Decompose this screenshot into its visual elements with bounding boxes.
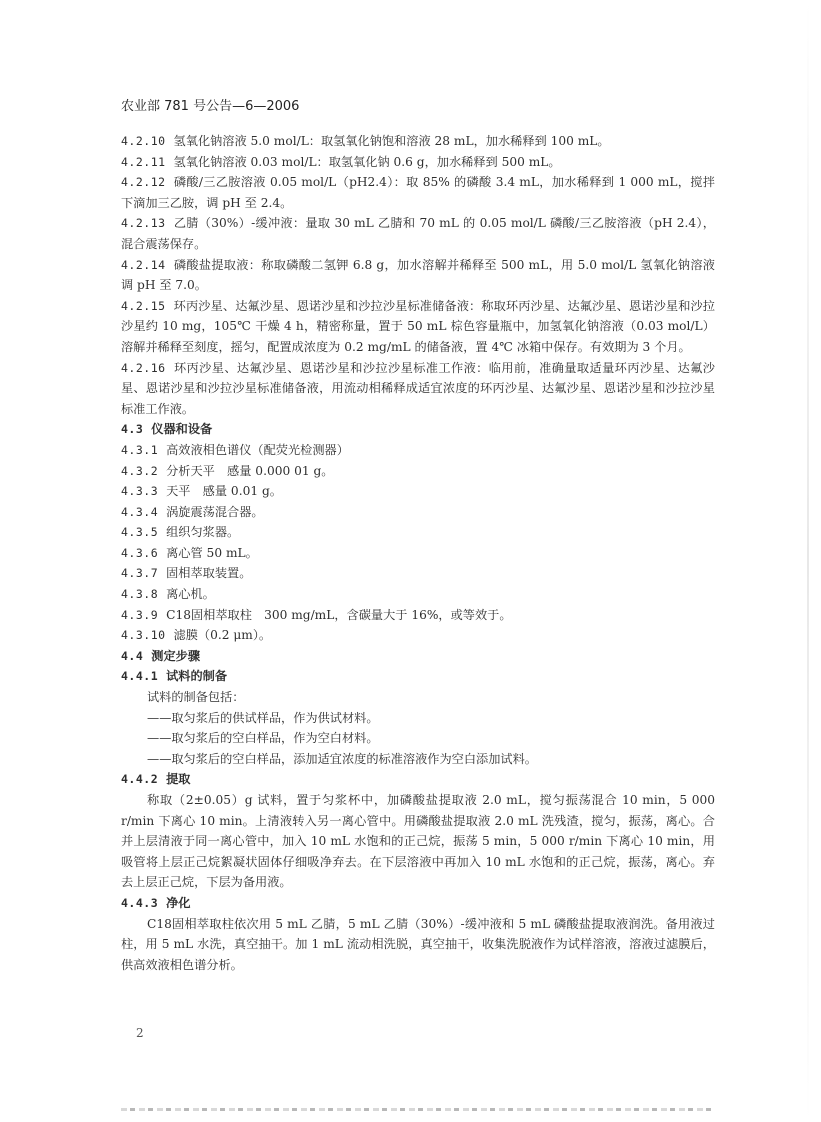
section-4-2-15: 4.2.15 环丙沙星、达氟沙星、恩诺沙星和沙拉沙星标准储备液：称取环丙沙星、达氟沙星、恩诺沙星和沙拉沙星约 10 mg，105℃ 干燥 4 h，精密称量，置于 50 mL 棕色容量瓶中，加氢氧化钠溶液（0.03 mol/L）溶解并稀释至刻度，摇匀，配置成浓度为 0.2 mg/mL 的储备液，置 4℃ 冰箱中保存。有效期为 3 个月。 bbox=[121, 298, 715, 354]
prep-item: ——取匀浆后的供试样品，作为供试材料。 bbox=[147, 710, 379, 725]
prep-intro: 试料的制备包括： bbox=[147, 690, 245, 705]
section-4-3-6: 4.3.6 离心管 50 mL。 bbox=[121, 545, 258, 560]
scan-artifact bbox=[121, 1108, 711, 1111]
section-4-3-1: 4.3.1 高效液相色谱仪（配荧光检测器） bbox=[121, 442, 349, 457]
section-4-4-1-heading: 4.4.1 试料的制备 bbox=[121, 669, 228, 684]
section-4-2-16: 4.2.16 环丙沙星、达氟沙星、恩诺沙星和沙拉沙星标准工作液：临用前，准确量取适量环丙沙星、达氟沙星、恩诺沙星和沙拉沙星标准储备液，用流动相稀释成适宜浓度的环丙沙星、达氟沙星、恩诺沙星和沙拉沙星标准工作液。 bbox=[121, 360, 715, 416]
prep-item: ——取匀浆后的空白样品，添加适宜浓度的标准溶液作为空白添加试料。 bbox=[147, 751, 537, 766]
page-edge-shadow bbox=[807, 0, 809, 1122]
section-4-2-11: 4.2.11 氢氧化钠溶液 0.03 mol/L：取氢氧化钠 0.6 g，加水稀释到 500 mL。 bbox=[121, 154, 561, 169]
section-4-2-12: 4.2.12 磷酸/三乙胺溶液 0.05 mol/L（pH2.4）：取 85% 的磷酸 3.4 mL，加水稀释到 1 000 mL，搅拌下滴加三乙胺，调 pH 至 2.4。 bbox=[121, 175, 715, 210]
page-header: 农业部 781 号公告—6—2006 bbox=[121, 99, 300, 114]
section-4-3-5: 4.3.5 组织匀浆器。 bbox=[121, 525, 240, 540]
prep-item: ——取匀浆后的空白样品，作为空白材料。 bbox=[147, 731, 379, 746]
section-4-3-9: 4.3.9 C18固相萃取柱 300 mg/mL，含碳量大于 16%，或等效于。 bbox=[121, 607, 512, 622]
section-4-3-8: 4.3.8 离心机。 bbox=[121, 587, 215, 602]
section-4-4-heading: 4.4 测定步骤 bbox=[121, 648, 201, 663]
section-4-3-2: 4.3.2 分析天平 感量 0.000 01 g。 bbox=[121, 463, 334, 478]
section-4-4-2-heading: 4.4.2 提取 bbox=[121, 772, 191, 787]
section-4-3-3: 4.3.3 天平 感量 0.01 g。 bbox=[121, 484, 282, 499]
section-4-4-3-heading: 4.4.3 净化 bbox=[121, 895, 191, 910]
section-4-3-7: 4.3.7 固相萃取装置。 bbox=[121, 566, 252, 581]
page-number: 2 bbox=[136, 1026, 144, 1040]
section-4-2-10: 4.2.10 氢氧化钠溶液 5.0 mol/L：取氢氧化钠饱和溶液 28 mL，加水稀释到 100 mL。 bbox=[121, 134, 610, 148]
section-4-2-14: 4.2.14 磷酸盐提取液：称取磷酸二氢钾 6.8 g，加水溶解并稀释至 500 mL，用 5.0 mol/L 氢氧化钠溶液调 pH 至 7.0。 bbox=[121, 257, 715, 293]
section-4-3-10: 4.3.10 滤膜（0.2 μm）。 bbox=[121, 628, 272, 643]
section-4-2-13: 4.2.13 乙腈（30%）-缓冲液：量取 30 mL 乙腈和 70 mL 的 0.05 mol/L 磷酸/三乙胺溶液（pH 2.4），混合震荡保存。 bbox=[121, 216, 715, 251]
section-4-3-4: 4.3.4 涡旋震荡混合器。 bbox=[121, 504, 264, 519]
extract-paragraph: 称取（2±0.05）g 试料，置于匀浆杯中，加磷酸盐提取液 2.0 mL，搅匀振荡混合 10 min，5 000 r/min 下离心 10 min。上清液转入另一离心管中。用磷酸盐提取液 2.0 mL 洗残渣，搅匀，振荡，离心。合并上层清液于同一离心管中，加入 10 mL 水饱和的正己烷，振荡 5 min，5 000 r/min 下离心 10 min，用吸管将上层正己烷絮凝状固体仔细吸净弃去。在下层溶液中再加入 10 mL 水饱和的正己烷，振荡，离心。弃去上层正己烷，下层为备用液。 bbox=[121, 793, 715, 890]
document-body bbox=[121, 131, 715, 975]
section-4-3-heading: 4.3 仪器和设备 bbox=[121, 422, 213, 437]
purify-paragraph: C18固相萃取柱依次用 5 mL 乙腈，5 mL 乙腈（30%）-缓冲液和 5 mL 磷酸盐提取液润洗。备用液过柱，用 5 mL 水洗，真空抽干。加 1 mL 流动相洗脱，真空抽干，收集洗脱液作为试样溶液，溶液过滤膜后，供高效液相色谱分析。 bbox=[121, 916, 715, 972]
